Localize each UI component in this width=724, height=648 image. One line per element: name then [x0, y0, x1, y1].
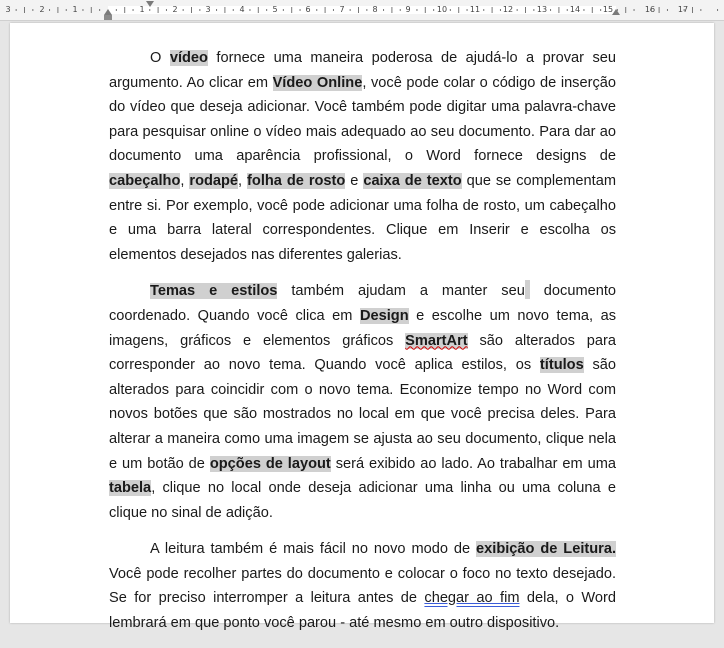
ruler-label: 8	[372, 5, 378, 14]
ruler-label: 11	[469, 5, 481, 14]
ruler-label: 7	[339, 5, 345, 14]
paragraph-3[interactable]	[109, 537, 616, 635]
ruler-label: 4	[239, 5, 245, 14]
ruler-label: 12	[502, 5, 514, 14]
ruler-label: 2	[172, 5, 178, 14]
ruler-label: 3	[205, 5, 211, 14]
ruler-label: 16	[644, 5, 656, 14]
document-page[interactable]	[10, 23, 714, 632]
text-run: , clique no local onde deseja adicionar uma linha ou uma coluna e clique no sinal de adição.	[109, 480, 616, 521]
ruler-label: 15	[602, 5, 614, 14]
text-run: são alterados para coincidir com o novo tema. Economize tempo no Word com novos botões que são mostrados no local em que você precisa deles. Para alterar a maneira como uma imagem se ajusta ao seu documento, clique nela e um botão de	[109, 357, 616, 472]
first-line-indent-marker[interactable]	[146, 1, 154, 7]
ruler-label: 14	[569, 5, 581, 14]
ruler-label: 9	[405, 5, 411, 14]
text-run: dela, o Word lembrará em que ponto você parou - até mesmo em outro dispositivo.	[109, 590, 616, 632]
text-run: ,	[238, 172, 248, 189]
text-run: também ajudam a manter seu	[277, 283, 525, 300]
highlighted-term: cabeçalho	[109, 172, 181, 189]
text-run: que se complementam entre si. Por exemplo, você pode adicionar uma folha de rosto, um cabeçalho e uma barra lateral correspondentes. Clique em Inserir e escolha os elementos desejados nas diferentes galerias.	[109, 172, 616, 263]
ruler-label: 5	[272, 5, 278, 14]
grammar-flagged-phrase[interactable]: chegar ao fim	[424, 590, 520, 607]
ruler-label: 3	[5, 5, 11, 14]
text-run: fornece uma maneira poderosa de ajudá-lo a provar seu argumento. Ao clicar em	[109, 50, 617, 91]
text-run: O	[150, 50, 170, 66]
highlighted-term: folha de rosto	[247, 172, 346, 189]
ruler-label: 17	[677, 5, 689, 14]
left-indent-marker[interactable]	[104, 15, 112, 20]
text-run: documento coordenado. Quando você clica em	[109, 283, 617, 324]
highlighted-term: exibição de Leitura.	[476, 541, 617, 558]
ruler-label: 1	[72, 5, 78, 14]
ruler-label: 1	[139, 5, 145, 14]
highlighted-term: Design	[359, 307, 409, 324]
ruler-label: 13	[536, 5, 548, 14]
highlighted-term: rodapé	[189, 172, 239, 189]
text-run: ,	[180, 172, 190, 189]
text-run: será exibido ao lado. Ao trabalhar em uma	[330, 455, 616, 472]
highlighted-term: vídeo	[169, 50, 208, 66]
highlighted-term: títulos	[539, 357, 584, 374]
spelling-flagged-term[interactable]: SmartArt	[405, 332, 468, 349]
text-run: , você pode colar o código de inserção do vídeo que deseja adicionar. Você também pode digitar uma palavra-chave para pesquisar online o vídeo mais adequado ao seu documento. Para dar ao documento uma aparência profissional, o Word fornece designs de	[109, 74, 616, 165]
document-body[interactable]	[109, 46, 616, 648]
right-indent-marker[interactable]	[612, 9, 620, 15]
text-run: Você pode recolher partes do documento e colocar o foco no texto desejado. Se for preciso interromper a leitura antes de	[109, 565, 616, 607]
paragraph-1[interactable]	[109, 46, 616, 267]
highlighted-term: Temas e estilos	[150, 283, 278, 300]
text-run: e escolhe um novo tema, as imagens, gráficos e elementos gráficos	[109, 307, 616, 349]
ruler-label: 2	[39, 5, 45, 14]
paragraph-2[interactable]	[109, 279, 616, 525]
highlighted-term: Vídeo Online	[272, 74, 363, 91]
ruler-label: 10	[436, 5, 448, 14]
highlighted-term: caixa de texto	[363, 172, 462, 189]
ruler-label: 6	[305, 5, 311, 14]
text-run: são alterados para corresponder ao novo tema. Quando você aplica estilos, os	[109, 332, 616, 374]
text-run: e	[345, 172, 364, 189]
horizontal-ruler[interactable]	[0, 0, 724, 21]
highlighted-term: opções de layout	[209, 455, 331, 472]
text-run: A leitura também é mais fácil no novo modo de	[150, 541, 477, 558]
highlighted-term: tabela	[109, 480, 152, 497]
